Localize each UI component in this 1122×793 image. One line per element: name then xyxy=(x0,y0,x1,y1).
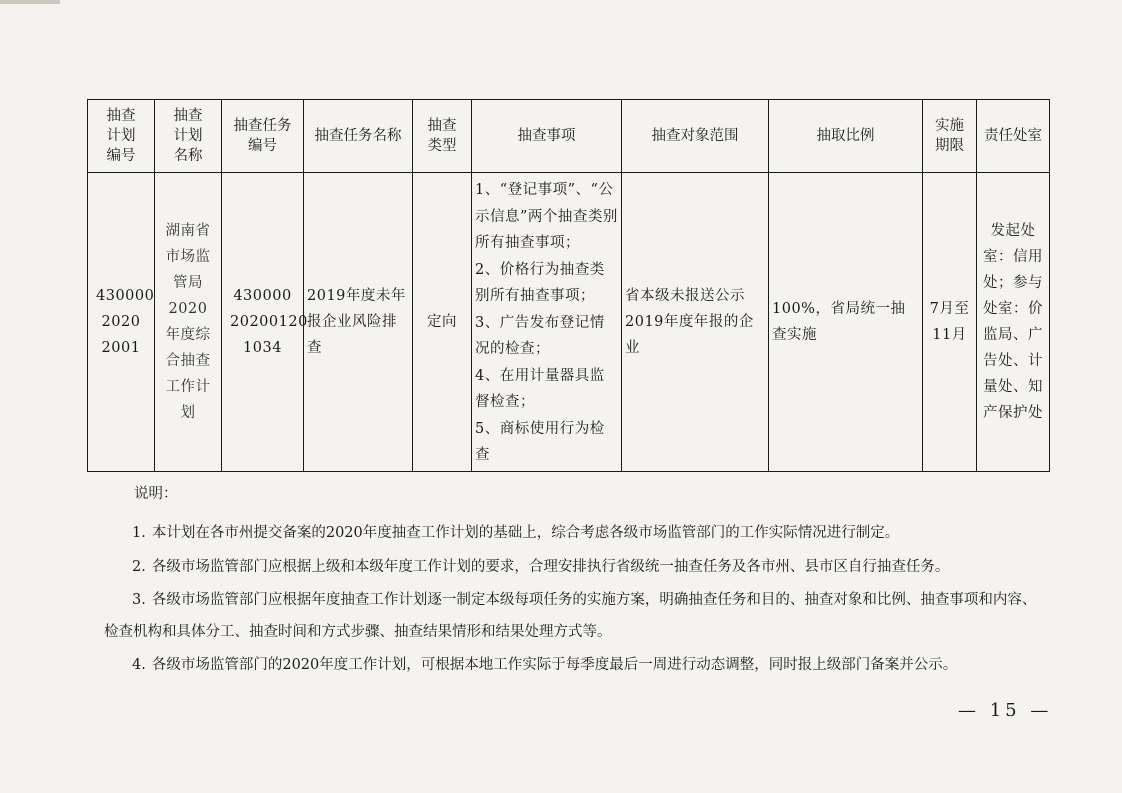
header-task-name: 抽查任务名称 xyxy=(304,100,413,173)
notes-section xyxy=(104,484,1044,682)
list-item: 5、商标使用行为检查 xyxy=(475,420,605,463)
table-row xyxy=(88,173,1050,472)
cell-plan-name: 湖南省市场监管局2020年度综合抽查工作计划 xyxy=(155,173,222,472)
list-item: 1、“登记事项”、“公示信息”两个抽查类别所有抽查事项； xyxy=(475,182,618,251)
note-number: 2. xyxy=(132,559,146,575)
header-plan-name: 抽查计划名称 xyxy=(155,100,222,173)
note-item xyxy=(104,516,1044,550)
note-text: 各级市场监管部门应根据年度抽查工作计划逐一制定本级每项任务的实施方案，明确抽查任务和目的、抽查对象和比例、抽查事项和内容、检查机构和具体分工、抽查时间和方式步骤、抽查结果情形和结果处理方式等。 xyxy=(104,592,1037,640)
list-item: 4、在用计量器具监督检查； xyxy=(475,367,605,410)
header-plan-no: 抽查计划编号 xyxy=(88,100,155,173)
note-number: 3. xyxy=(132,592,146,608)
header-period: 实施期限 xyxy=(923,100,977,173)
header-type: 抽查类型 xyxy=(413,100,472,173)
list-item: 2、价格行为抽查类别所有抽查事项； xyxy=(475,261,605,304)
header-scope: 抽查对象范围 xyxy=(622,100,769,173)
header-task-no: 抽查任务编号 xyxy=(222,100,304,173)
cell-task-no: 430000 20200120 1034 xyxy=(222,173,304,472)
note-number: 1. xyxy=(132,525,146,541)
note-text: 本计划在各市州提交备案的2020年度抽查工作计划的基础上，综合考虑各级市场监管部门的工作实际情况进行制定。 xyxy=(151,525,900,541)
note-item xyxy=(104,584,1044,648)
table-header-row xyxy=(88,100,1050,173)
note-text: 各级市场监管部门的2020年度工作计划，可根据本地工作实际于每季度最后一周进行动态调整，同时报上级部门备案并公示。 xyxy=(151,657,958,673)
cell-ratio: 100%，省局统一抽查实施 xyxy=(769,173,923,472)
cell-plan-no: 430000 2020 2001 xyxy=(88,173,155,472)
cell-items xyxy=(472,173,622,472)
note-number: 4. xyxy=(132,657,146,673)
cell-dept: 发起处室：信用处；参与处室：价监局、广告处、计量处、知产保护处 xyxy=(977,173,1050,472)
header-dept: 责任处室 xyxy=(977,100,1050,173)
cell-scope: 省本级未报送公示2019年度年报的企业 xyxy=(622,173,769,472)
header-items: 抽查事项 xyxy=(472,100,622,173)
header-ratio: 抽取比例 xyxy=(769,100,923,173)
note-text: 各级市场监管部门应根据上级和本级年度工作计划的要求，合理安排执行省级统一抽查任务及各市州、县市区自行抽查任务。 xyxy=(151,559,950,575)
cell-period: 7月至11月 xyxy=(923,173,977,472)
cell-task-name: 2019年度未年报企业风险排查 xyxy=(304,173,413,472)
note-item xyxy=(104,550,1044,584)
page-number: — 15 — xyxy=(958,700,1053,721)
page-edge-strip xyxy=(0,0,60,4)
notes-title: 说明： xyxy=(134,486,178,502)
list-item: 3、广告发布登记情况的检查； xyxy=(475,314,605,357)
note-item xyxy=(104,648,1044,682)
cell-type: 定向 xyxy=(413,173,472,472)
inspection-plan-table xyxy=(87,99,1050,472)
